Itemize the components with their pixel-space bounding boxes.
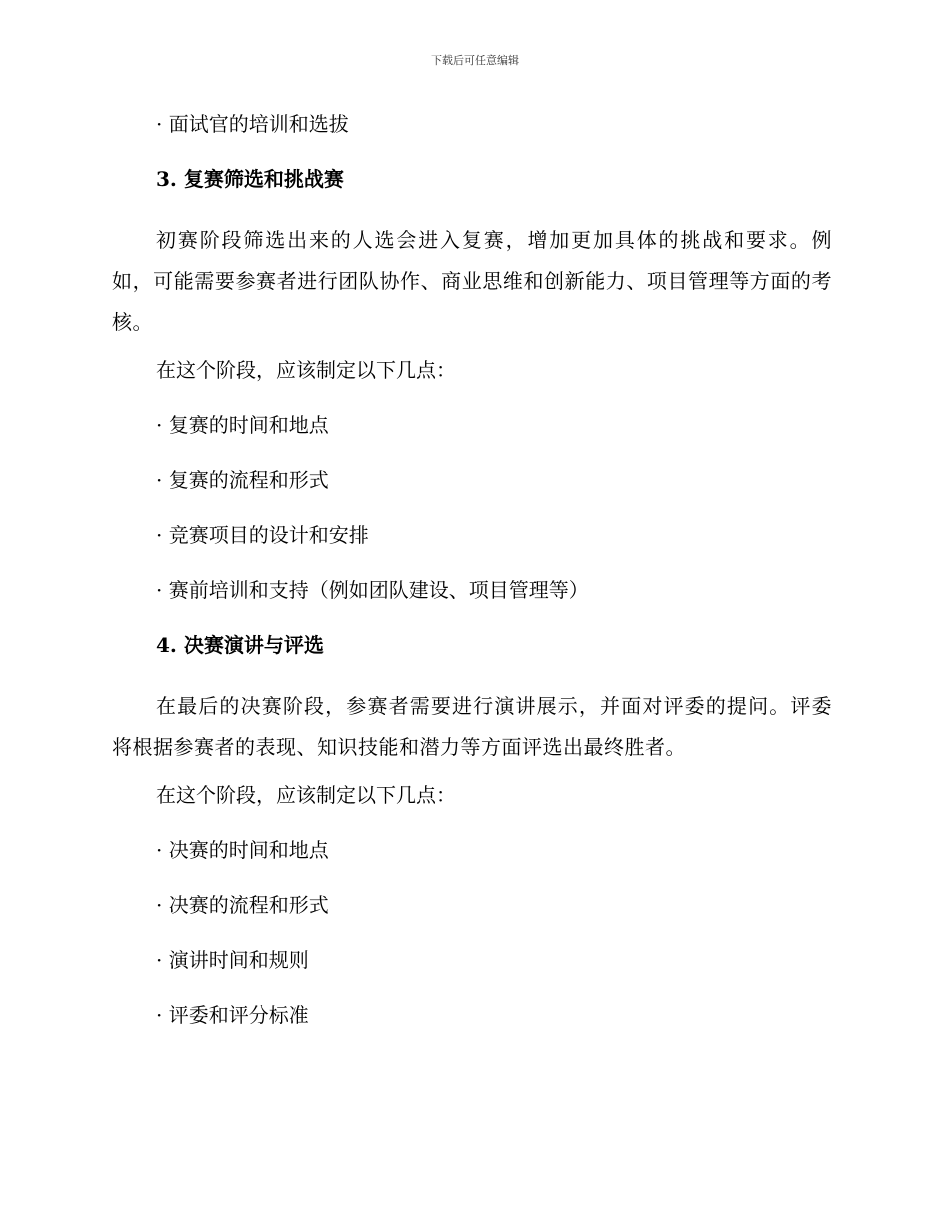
bullet-item: · 竞赛项目的设计和安排 bbox=[156, 523, 369, 547]
bullet-item: · 赛前培训和支持（例如团队建设、项目管理等） bbox=[156, 578, 589, 602]
bullet-item: · 演讲时间和规则 bbox=[156, 948, 309, 972]
paragraph: 在最后的决赛阶段，参赛者需要进行演讲展示，并面对评委的提问。评委将根据参赛者的表现、知识技能和潜力等方面评选出最终胜者。 bbox=[112, 694, 832, 759]
paragraph-intro: 在这个阶段，应该制定以下几点： bbox=[156, 783, 456, 807]
bullet-item: · 复赛的流程和形式 bbox=[156, 468, 329, 492]
bullet-item: · 评委和评分标准 bbox=[156, 1003, 309, 1027]
bullet-item: · 面试官的培训和选拔 bbox=[156, 112, 349, 136]
bullet-item: · 复赛的时间和地点 bbox=[156, 413, 329, 437]
bullet-item: · 决赛的时间和地点 bbox=[156, 838, 329, 862]
header-note: 下载后可任意编辑 bbox=[431, 54, 519, 67]
section-heading: 3. 复赛筛选和挑战赛 bbox=[156, 167, 344, 191]
paragraph: 初赛阶段筛选出来的人选会进入复赛，增加更加具体的挑战和要求。例如，可能需要参赛者进行团队协作、商业思维和创新能力、项目管理等方面的考核。 bbox=[112, 228, 832, 334]
bullet-item: · 决赛的流程和形式 bbox=[156, 893, 329, 917]
paragraph-intro: 在这个阶段，应该制定以下几点： bbox=[156, 358, 456, 382]
document-body bbox=[112, 110, 832, 1056]
section-heading: 4. 决赛演讲与评选 bbox=[156, 633, 324, 657]
